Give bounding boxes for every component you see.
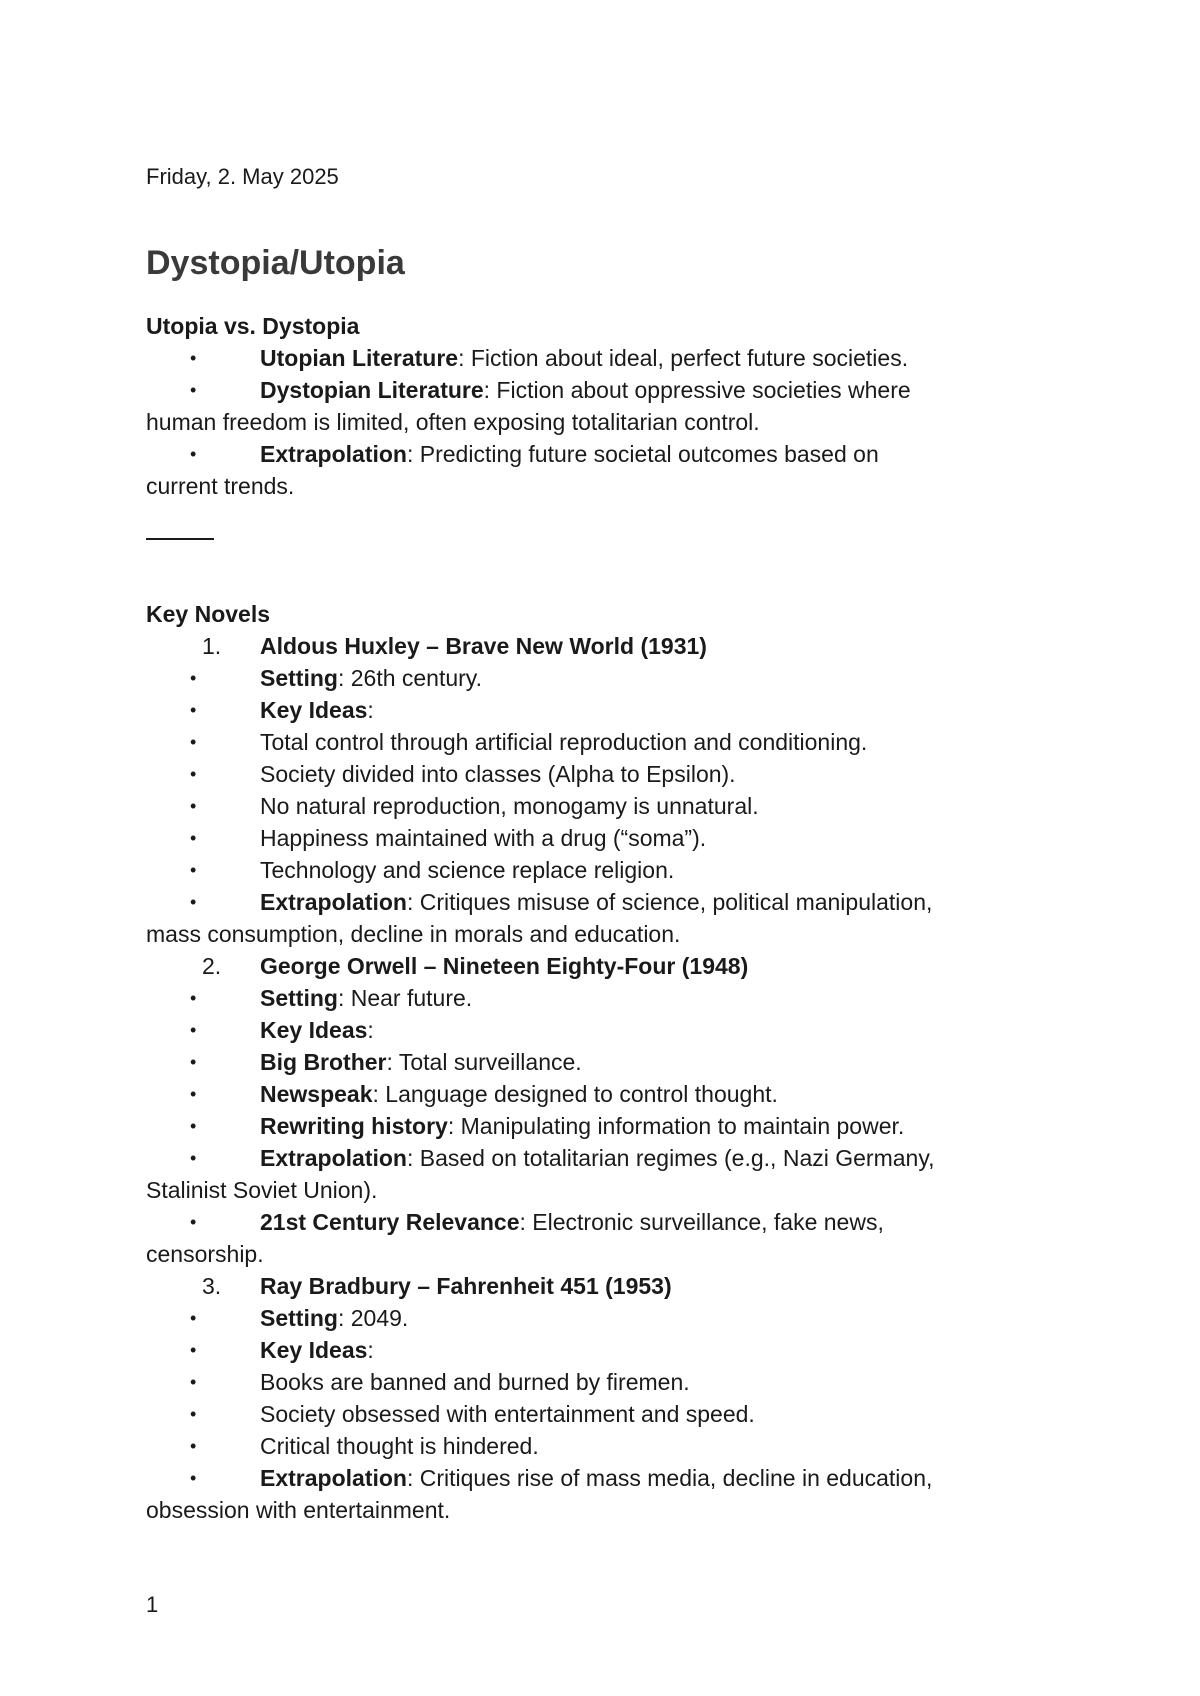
novel-title-row xyxy=(146,630,1066,662)
bullet-icon: • xyxy=(190,1436,197,1456)
term-text: : Fiction about oppressive societies where xyxy=(483,377,911,403)
bullet-icon: • xyxy=(190,1404,197,1424)
term-text: : Electronic surveillance, fake news, xyxy=(519,1209,884,1235)
idea-text: No natural reproduction, monogamy is unnatural. xyxy=(260,793,759,819)
list-item xyxy=(146,726,1066,758)
term-text: : Fiction about ideal, perfect future societies. xyxy=(458,345,909,371)
list-item xyxy=(146,1110,1066,1142)
bullet-icon: • xyxy=(190,860,197,880)
term-label: Newspeak xyxy=(260,1081,373,1107)
term-label: Setting xyxy=(260,665,338,691)
term-label: Dystopian Literature xyxy=(260,377,484,403)
bullet-icon: • xyxy=(190,892,197,912)
list-item xyxy=(146,1206,1066,1238)
bullet-icon: • xyxy=(190,700,197,720)
list-item-continuation: censorship. xyxy=(146,1241,264,1267)
list-item xyxy=(146,438,1066,470)
term-label: Big Brother xyxy=(260,1049,387,1075)
term-label: Extrapolation xyxy=(260,889,407,915)
novel-title: Ray Bradbury – Fahrenheit 451 (1953) xyxy=(260,1273,672,1299)
bullet-icon: • xyxy=(190,444,197,464)
list-item xyxy=(146,1366,1066,1398)
list-item xyxy=(146,694,1066,726)
idea-text: Happiness maintained with a drug (“soma”). xyxy=(260,825,707,851)
list-number: 1. xyxy=(202,633,222,659)
bullet-icon: • xyxy=(190,828,197,848)
idea-text: Technology and science replace religion. xyxy=(260,857,675,883)
bullet-icon: • xyxy=(190,764,197,784)
list-item xyxy=(146,790,1066,822)
list-item xyxy=(146,342,1066,374)
idea-text: Society obsessed with entertainment and speed. xyxy=(260,1401,755,1427)
term-text: : xyxy=(367,697,374,723)
bullet-icon: • xyxy=(190,732,197,752)
term-label: Rewriting history xyxy=(260,1113,448,1139)
term-text: : Total surveillance. xyxy=(386,1049,582,1075)
bullet-icon: • xyxy=(190,1020,197,1040)
document-body xyxy=(146,310,1066,1526)
list-item-continuation: Stalinist Soviet Union). xyxy=(146,1177,378,1203)
idea-text: Society divided into classes (Alpha to Epsilon). xyxy=(260,761,736,787)
list-item xyxy=(146,374,1066,406)
list-item-continuation: mass consumption, decline in morals and education. xyxy=(146,921,681,947)
list-item xyxy=(146,886,1066,918)
term-text: : xyxy=(367,1337,374,1363)
novel-title-row xyxy=(146,950,1066,982)
idea-text: Critical thought is hindered. xyxy=(260,1433,539,1459)
section-heading-key-novels: Key Novels xyxy=(146,601,271,627)
list-item xyxy=(146,1398,1066,1430)
bullet-icon: • xyxy=(190,1084,197,1104)
list-item xyxy=(146,1142,1066,1174)
list-item xyxy=(146,854,1066,886)
term-label: Extrapolation xyxy=(260,1145,407,1171)
bullet-icon: • xyxy=(190,796,197,816)
term-text: : 2049. xyxy=(337,1305,409,1331)
bullet-icon: • xyxy=(190,668,197,688)
list-item-continuation: human freedom is limited, often exposing totalitarian control. xyxy=(146,409,760,435)
term-label: Key Ideas xyxy=(260,1337,368,1363)
term-text: : Critiques misuse of science, political manipulation, xyxy=(406,889,933,915)
term-text: : Manipulating information to maintain power. xyxy=(447,1113,905,1139)
list-number: 3. xyxy=(202,1273,222,1299)
list-item-continuation: obsession with entertainment. xyxy=(146,1497,451,1523)
term-text: : Critiques rise of mass media, decline in education, xyxy=(406,1465,933,1491)
list-item xyxy=(146,822,1066,854)
bullet-icon: • xyxy=(190,1468,197,1488)
bullet-icon: • xyxy=(190,380,197,400)
list-item xyxy=(146,1014,1066,1046)
bullet-icon: • xyxy=(190,1308,197,1328)
list-item xyxy=(146,1078,1066,1110)
term-text: : xyxy=(367,1017,374,1043)
page-title: Dystopia/Utopia xyxy=(146,244,405,282)
term-text: : Near future. xyxy=(337,985,473,1011)
term-label: Extrapolation xyxy=(260,1465,407,1491)
term-label: Utopian Literature xyxy=(260,345,459,371)
term-label: Extrapolation xyxy=(260,441,407,467)
bullet-icon: • xyxy=(190,1212,197,1232)
term-text: : Predicting future societal outcomes based on xyxy=(406,441,879,467)
term-text: : Language designed to control thought. xyxy=(372,1081,778,1107)
bullet-icon: • xyxy=(190,988,197,1008)
document-date: Friday, 2. May 2025 xyxy=(146,164,339,189)
section-heading-utopia-vs-dystopia: Utopia vs. Dystopia xyxy=(146,313,360,339)
list-item xyxy=(146,1046,1066,1078)
list-number: 2. xyxy=(202,953,222,979)
bullet-icon: • xyxy=(190,348,197,368)
term-label: Setting xyxy=(260,1305,338,1331)
bullet-icon: • xyxy=(190,1148,197,1168)
term-label: 21st Century Relevance xyxy=(260,1209,520,1235)
page-number: 1 xyxy=(146,1592,159,1617)
bullet-icon: • xyxy=(190,1116,197,1136)
novel-title-row xyxy=(146,1270,1066,1302)
term-text: : Based on totalitarian regimes (e.g., Nazi Germany, xyxy=(406,1145,935,1171)
list-item xyxy=(146,1334,1066,1366)
bullet-icon: • xyxy=(190,1372,197,1392)
idea-text: Total control through artificial reproduction and conditioning. xyxy=(260,729,868,755)
list-item xyxy=(146,1430,1066,1462)
term-text: : 26th century. xyxy=(337,665,482,691)
list-item xyxy=(146,1462,1066,1494)
list-item xyxy=(146,662,1066,694)
term-label: Key Ideas xyxy=(260,697,368,723)
list-item xyxy=(146,758,1066,790)
horizontal-rule xyxy=(146,538,214,540)
term-label: Key Ideas xyxy=(260,1017,368,1043)
list-item xyxy=(146,1302,1066,1334)
novel-title: George Orwell – Nineteen Eighty-Four (1948) xyxy=(260,953,749,979)
list-item xyxy=(146,982,1066,1014)
idea-text: Books are banned and burned by firemen. xyxy=(260,1369,690,1395)
list-item-continuation: current trends. xyxy=(146,473,295,499)
term-label: Setting xyxy=(260,985,338,1011)
bullet-icon: • xyxy=(190,1340,197,1360)
novel-title: Aldous Huxley – Brave New World (1931) xyxy=(260,633,707,659)
bullet-icon: • xyxy=(190,1052,197,1072)
